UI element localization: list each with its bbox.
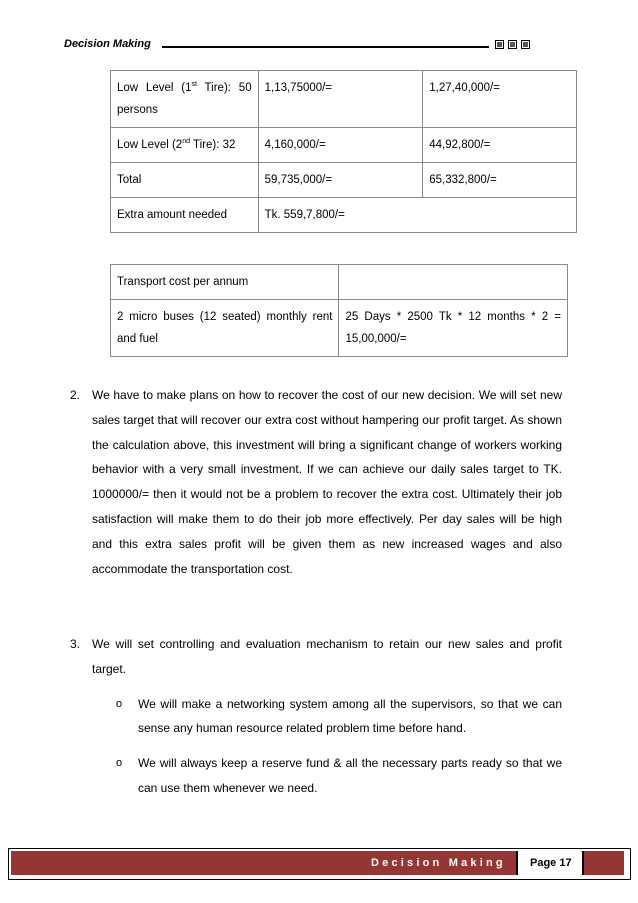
- sub-list-item: [116, 751, 562, 801]
- paragraph: We have to make plans on how to recover the cost of our new decision. We will set new sales target that will recover our extra cost without hampering our profit target. As shown the calculation above, this investment will bring a significant change of workers working behavior with a very small investment. If we can achieve our daily sales target to TK. 1000000/= then it would not be a problem to recover the extra cost. Ultimately their job satisfaction will make them to do their job more effectively. Per day sales will be high and this extra sales profit will be given them as new increased wages and also accommodate the transportation cost.: [92, 388, 562, 576]
- table-cell: 25 Days * 2500 Tk * 12 months * 2 = 15,00,000/=: [339, 300, 568, 357]
- table-cell: [339, 265, 568, 300]
- sub-item-text: We will make a networking system among all the supervisors, so that we can sense any human resource related problem time before hand.: [138, 696, 562, 736]
- paragraph: We will set controlling and evaluation mechanism to retain our new sales and profit target.: [92, 637, 562, 676]
- cost-table: [110, 70, 577, 233]
- sub-list-item: [116, 692, 562, 742]
- transport-table: [110, 264, 568, 357]
- table-cell-label: Low Level (1st Tire): 50 persons: [111, 71, 259, 128]
- header-rule: [162, 46, 489, 48]
- table-row: [111, 265, 568, 300]
- table-row: [111, 300, 568, 357]
- list-number: 3.: [70, 637, 81, 651]
- sub-item-text: We will always keep a reserve fund & all the necessary parts ready so that we can use them whenever we need.: [138, 756, 562, 795]
- list-item: [70, 632, 562, 801]
- table-cell: 65,332,800/=: [423, 163, 577, 198]
- header-square-icon: [521, 40, 530, 49]
- header-square-icon: [508, 40, 517, 49]
- table-cell: 59,735,000/=: [258, 163, 423, 198]
- header-title: Decision Making: [64, 38, 151, 50]
- page-number-box: [516, 851, 584, 875]
- table-row: [111, 71, 577, 128]
- header-square-icon: [495, 40, 504, 49]
- table-cell: 4,160,000/=: [258, 128, 423, 163]
- table-row: [111, 198, 577, 233]
- table-cell: 1,13,75000/=: [258, 71, 423, 128]
- table-cell: 1,27,40,000/=: [423, 71, 577, 128]
- footer: [8, 848, 631, 880]
- bullet-icon: o: [116, 757, 123, 770]
- page-number: Page 17: [530, 857, 572, 869]
- table-cell-label: Total: [111, 163, 259, 198]
- bullet-icon: o: [116, 697, 123, 710]
- table-cell-label: Low Level (2nd Tire): 32: [111, 128, 259, 163]
- table-row: [111, 163, 577, 198]
- list-number: 2.: [70, 388, 81, 402]
- table-cell-label: Extra amount needed: [111, 198, 259, 233]
- table-row: [111, 128, 577, 163]
- table-cell: Tk. 559,7,800/=: [258, 198, 576, 233]
- table-cell: 44,92,800/=: [423, 128, 577, 163]
- footer-title: Decision Making: [371, 857, 506, 869]
- list-item: [70, 383, 562, 581]
- table-cell-label: Transport cost per annum: [111, 265, 339, 300]
- table-cell-label: 2 micro buses (12 seated) monthly rent and fuel: [111, 300, 339, 357]
- footer-band: [11, 851, 624, 875]
